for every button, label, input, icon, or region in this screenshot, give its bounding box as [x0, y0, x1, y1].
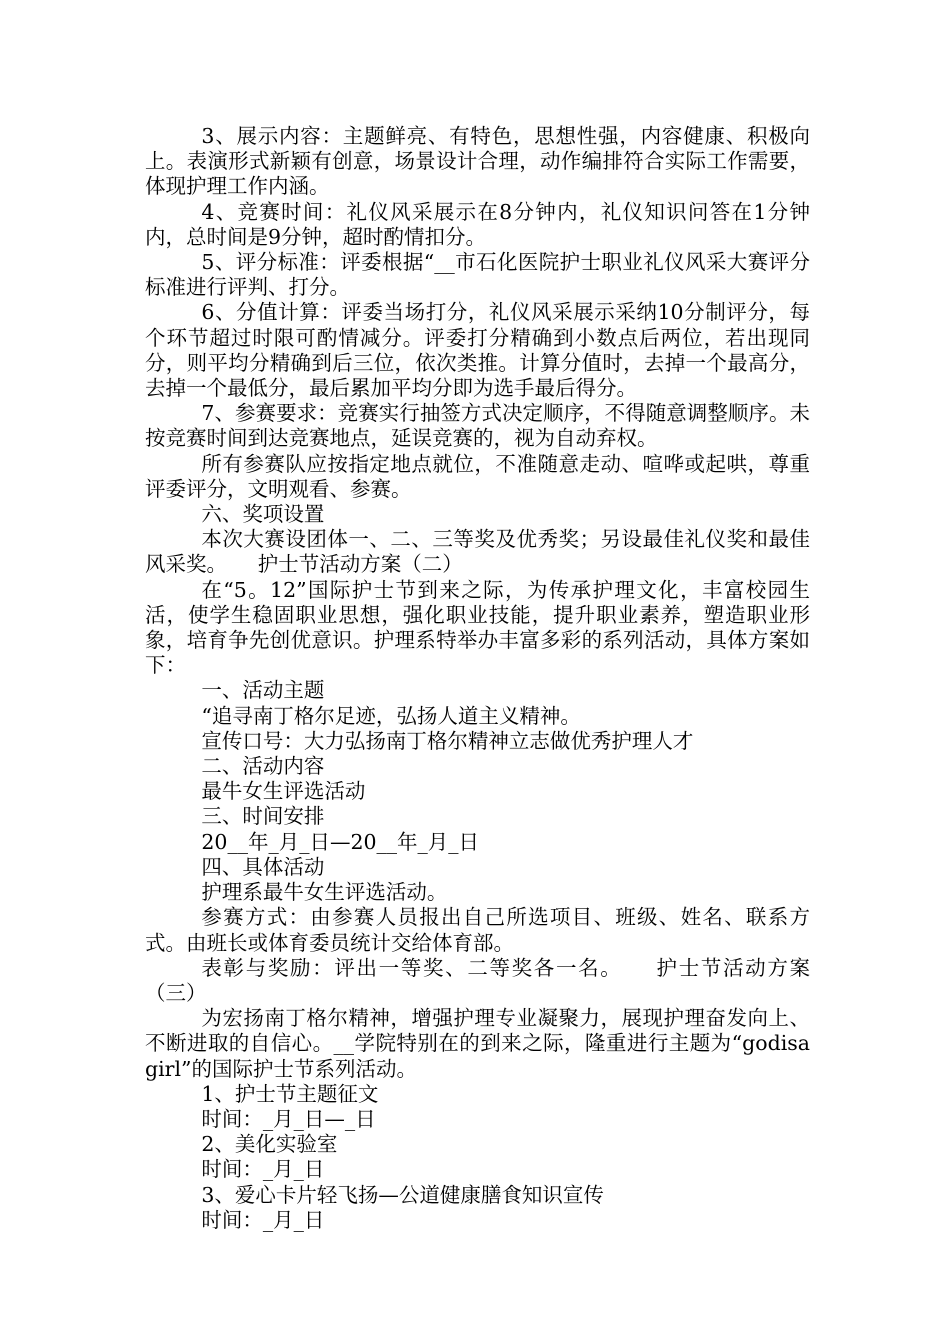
paragraph-plan-two-intro: 在“5。12”国际护士节到来之际，为传承护理文化，丰富校园生活，使学生稳固职业思想，强化职业技能，提升职业素养，塑造职业形象，培育争先创优意识。护理系特举办丰富多彩的系列活动，具体方案如下：	[145, 577, 810, 678]
heading-schedule: 三、时间安排	[201, 804, 325, 829]
paragraph-score-calculation: 6、分值计算：评委当场打分，礼仪风采展示采纳10分制评分，每个环节超过时限可酌情减分。评委打分精确到小数点后两位，若出现同分，则平均分精确到后三位，依次类推。计算分值时，去掉一个最高分，去掉一个最低分，最后累加平均分即为选手最后得分。	[145, 300, 810, 401]
paragraph-theme: “追寻南丁格尔足迹，弘扬人道主义精神。	[201, 703, 581, 728]
item-diet-promotion-time: 时间：_月_日	[201, 1207, 325, 1232]
item-essay-contest: 1、护士节主题征文	[201, 1081, 379, 1106]
heading-awards: 六、奖项设置	[201, 502, 325, 527]
item-lab-beautify: 2、美化实验室	[201, 1132, 338, 1157]
paragraph-slogan: 宣传口号：大力弘扬南丁格尔精神立志做优秀护理人才	[201, 728, 694, 753]
heading-specific-activities: 四、具体活动	[201, 854, 325, 879]
paragraph-team-conduct: 所有参赛队应按指定地点就位，不准随意走动、喧哗或起哄，尊重评委评分，文明观看、参赛。	[145, 451, 810, 501]
paragraph-entry-method: 参赛方式：由参赛人员报出自己所选项目、班级、姓名、联系方式。由班长或体育委员统计交给体育部。	[145, 905, 810, 955]
paragraph-entry-requirements: 7、参赛要求：竞赛实行抽签方式决定顺序，不得随意调整顺序。未按竞赛时间到达竞赛地点，延误竞赛的，视为自动弃权。	[145, 401, 810, 451]
paragraph-specific-activity: 护理系最牛女生评选活动。	[201, 880, 448, 905]
item-diet-promotion: 3、爱心卡片轻飞扬—公道健康膳食知识宣传	[201, 1182, 604, 1207]
document-body	[145, 124, 810, 1233]
paragraph-schedule-dates: 20__年_月_日—20__年_月_日	[201, 829, 480, 854]
item-essay-contest-time: 时间：_月_日—_日	[201, 1106, 376, 1131]
paragraph-plan-three-intro: 为宏扬南丁格尔精神，增强护理专业凝聚力，展现护理奋发向上、不断进取的自信心。__学院特别在的到来之际，隆重进行主题为“godisagirl”的国际护士节系列活动。	[145, 1006, 810, 1081]
heading-activity-content: 二、活动内容	[201, 754, 325, 779]
paragraph-activity-content: 最牛女生评选活动	[201, 779, 366, 804]
paragraph-competition-time: 4、竞赛时间：礼仪风采展示在8分钟内，礼仪知识问答在1分钟内，总时间是9分钟，超时酌情扣分。	[145, 199, 810, 249]
paragraph-rewards-plan-three: 表彰与奖励：评出一等奖、二等奖各一名。 护士节活动方案（三）	[145, 955, 810, 1005]
paragraph-awards-plan-two: 本次大赛设团体一、二、三等奖及优秀奖；另设最佳礼仪奖和最佳风采奖。 护士节活动方案（二）	[145, 527, 810, 577]
paragraph-display-content: 3、展示内容：主题鲜亮、有特色，思想性强，内容健康、积极向上。表演形式新颖有创意，场景设计合理，动作编排符合实际工作需要，体现护理工作内涵。	[145, 124, 810, 199]
heading-activity-theme: 一、活动主题	[201, 678, 325, 703]
item-lab-beautify-time: 时间：_月_日	[201, 1157, 325, 1182]
paragraph-scoring-standard: 5、评分标准：评委根据“__市石化医院护士职业礼仪风采大赛评分标准进行评判、打分。	[145, 250, 810, 300]
